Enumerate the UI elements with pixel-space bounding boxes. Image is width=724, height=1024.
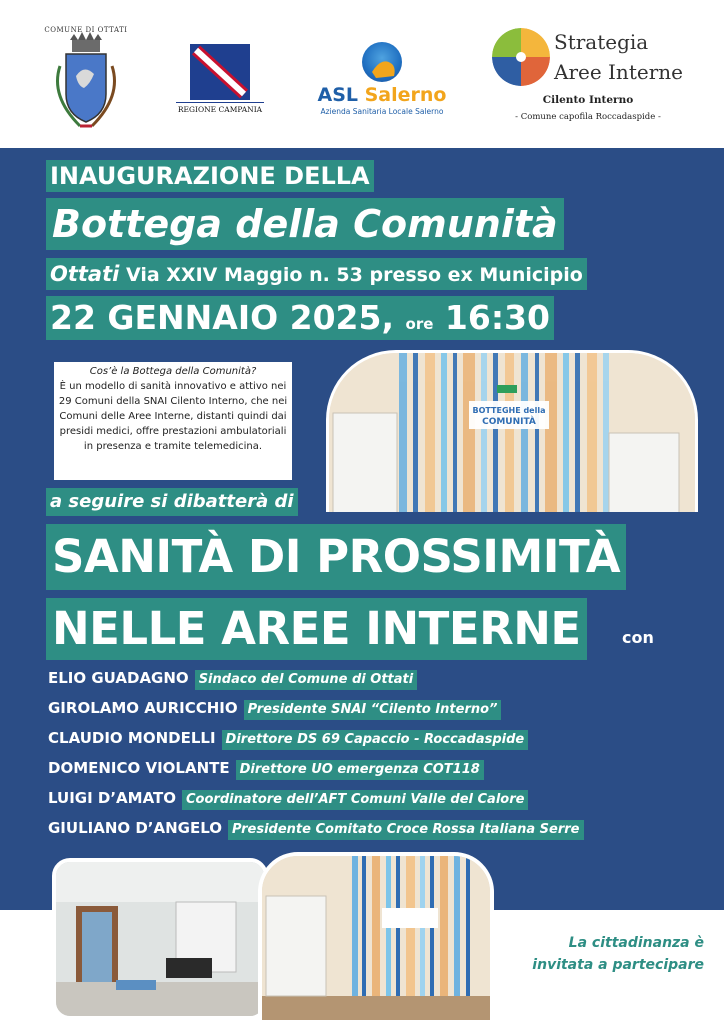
asl-title-a: ASL: [317, 84, 365, 106]
inauguration-label: INAUGURAZIONE DELLA: [46, 160, 374, 192]
info-text: È un modello di sanità innovativo e attivo nei 29 Comuni della SNAI Cilento Interno, che nei Comuni delle Aree Interne, distanti quindi dai presidi medici, offre prestazioni ambulatoriali in presenza e tramite telemedicina.: [58, 381, 288, 452]
event-comma: ,: [381, 298, 406, 337]
debate-con-label: con: [622, 628, 654, 647]
debate-topic-line-1: SANITÀ DI PROSSIMITÀ: [46, 524, 626, 590]
speaker-name: CLAUDIO MONDELLI: [48, 729, 216, 747]
speaker-role: Presidente Comitato Croce Rossa Italiana Serre: [228, 820, 584, 840]
speaker-name: DOMENICO VIOLANTE: [48, 759, 230, 777]
debate-intro: a seguire si dibatterà di: [46, 488, 298, 516]
speaker-name: GIROLAMO AURICCHIO: [48, 699, 238, 717]
bottega-interior-photo: [326, 350, 698, 512]
debate-topic-line-2: NELLE AREE INTERNE: [46, 598, 587, 660]
speaker-item: [48, 786, 528, 810]
bottega-wall-photo: [258, 852, 494, 1024]
speaker-item: [48, 666, 417, 690]
speaker-name: GIULIANO D’ANGELO: [48, 819, 222, 837]
campania-caption: REGIONE CAMPANIA: [176, 102, 264, 114]
snai-quadrant-icon: [492, 28, 550, 86]
asl-title: [302, 84, 462, 106]
speaker-item: [48, 816, 584, 840]
invitation-line-1: La cittadinanza è: [568, 935, 704, 951]
strategia-aree-interne-logo: [488, 24, 688, 124]
speaker-item: [48, 726, 528, 750]
invitation-line-2: invitata a partecipare: [532, 957, 704, 973]
snai-line-3: Cilento Interno: [542, 94, 634, 106]
event-title: Bottega della Comunità: [46, 198, 564, 250]
info-question: Cos’è la Bottega della Comunità?: [89, 366, 257, 377]
campania-flag-icon: [190, 44, 250, 100]
event-time: 16:30: [444, 298, 550, 337]
asl-salerno-logo: [302, 42, 462, 122]
speaker-item: [48, 756, 484, 780]
snai-line-2: Aree Interne: [554, 60, 683, 84]
speaker-role: Presidente SNAI “Cilento Interno”: [244, 700, 502, 720]
photo-sign-line2: COMUNITÀ: [482, 417, 536, 427]
ottati-crest-icon: [40, 26, 132, 138]
regione-campania-logo: [176, 44, 264, 120]
speaker-name: LUIGI D’AMATO: [48, 789, 177, 807]
event-address: [46, 258, 587, 290]
speaker-item: [48, 696, 501, 720]
event-street: Via XXIV Maggio n. 53 presso ex Municipio: [119, 264, 583, 286]
clinic-room-photo: [52, 858, 268, 1020]
info-box: [54, 362, 292, 480]
event-date-time: [46, 296, 554, 340]
speaker-role: Direttore UO emergenza COT118: [236, 760, 484, 780]
comune-ottati-logo: [40, 26, 132, 138]
speaker-role: Coordinatore dell’AFT Comuni Valle del Calore: [182, 790, 528, 810]
speaker-name: ELIO GUADAGNO: [48, 669, 189, 687]
invitation-text: [494, 932, 704, 976]
header-logos-bar: [0, 0, 724, 148]
event-ore-label: ore: [405, 315, 434, 333]
speaker-role: Sindaco del Comune di Ottati: [195, 670, 418, 690]
speaker-role: Direttore DS 69 Capaccio - Roccadaspide: [222, 730, 529, 750]
asl-title-b: Salerno: [364, 84, 447, 106]
asl-globe-icon: [362, 42, 402, 82]
photo-sign-line1: BOTTEGHE della: [472, 406, 546, 415]
event-date: 22 GENNAIO 2025: [50, 298, 382, 337]
event-city: Ottati: [50, 262, 120, 286]
ottati-logo-caption: COMUNE DI OTTATI: [44, 26, 128, 34]
snai-line-1: Strategia: [554, 30, 649, 54]
snai-line-4: - Comune capofila Roccadaspide -: [515, 112, 661, 122]
asl-subtitle: Azienda Sanitaria Locale Salerno: [320, 107, 444, 116]
